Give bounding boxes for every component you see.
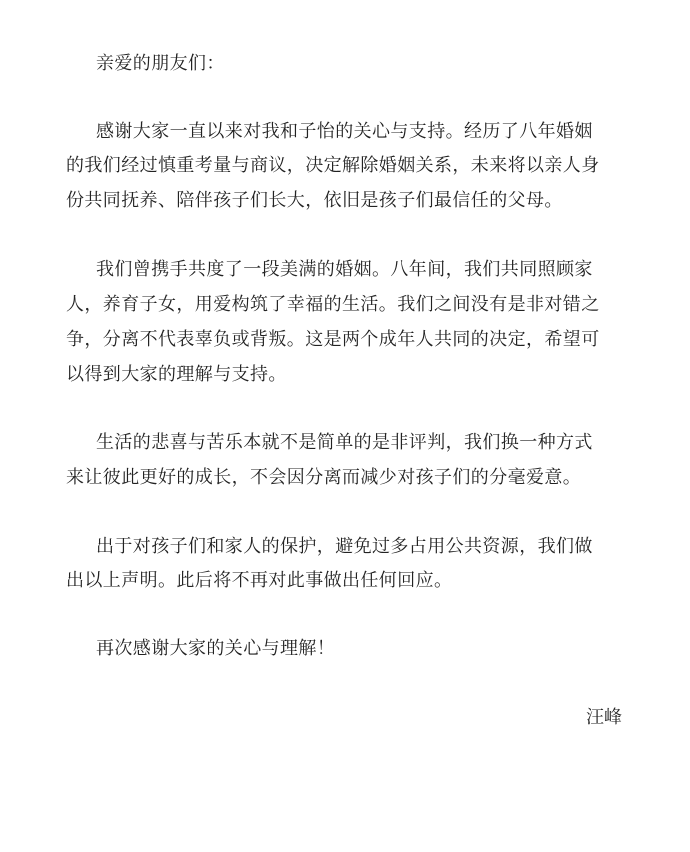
paragraph-line: 争，分离不代表辜负或背叛。这是两个成年人共同的决定，希望可 — [66, 329, 600, 350]
paragraph-line: 以得到大家的理解与支持。 — [66, 364, 287, 385]
paragraph-line: 来让彼此更好的成长，不会因分离而减少对孩子们的分毫爱意。 — [66, 467, 582, 488]
closing-line: 再次感谢大家的关心与理解！ — [96, 638, 336, 659]
paragraph-line: 感谢大家一直以来对我和子怡的关心与支持。经历了八年婚姻 — [96, 121, 593, 142]
paragraph-line: 生活的悲喜与苦乐本就不是简单的是非评判，我们换一种方式 — [96, 432, 593, 453]
paragraph-line: 出以上声明。此后将不再对此事做出任何回应。 — [66, 570, 453, 591]
salutation: 亲爱的朋友们： — [96, 53, 225, 74]
paragraph-line: 的我们经过慎重考量与商议，决定解除婚姻关系，未来将以亲人身 — [66, 155, 600, 176]
paragraph-line: 我们曾携手共度了一段美满的婚姻。八年间，我们共同照顾家 — [96, 259, 593, 280]
paragraph-line: 人，养育子女，用爱构筑了幸福的生活。我们之间没有是非对错之 — [66, 294, 600, 315]
paragraph-line: 出于对孩子们和家人的保护，避免过多占用公共资源，我们做 — [96, 536, 593, 557]
signature: 汪峰 — [586, 707, 622, 728]
paragraph-line: 份共同抚养、陪伴孩子们长大，依旧是孩子们最信任的父母。 — [66, 190, 563, 211]
